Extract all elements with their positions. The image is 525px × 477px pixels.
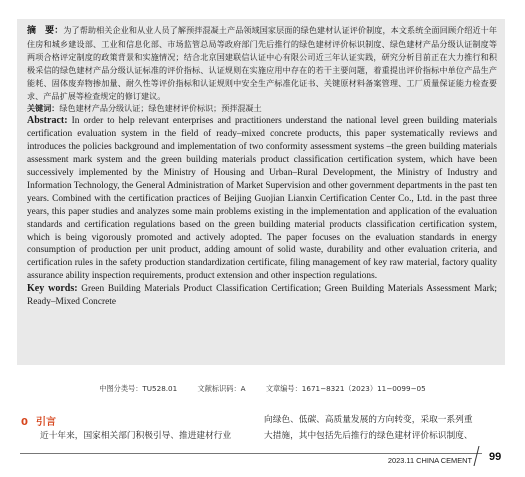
article-number: 文章编号：1671−8321（2023）11−0099−05	[265, 384, 426, 393]
abstract-en-label: Abstract:	[27, 115, 68, 127]
footer-journal: 2023.11 CHINA CEMENT	[387, 456, 472, 465]
abstract-en-text: In order to help relevant enterprises and practitioners understand the national level green building materials certification evaluation system in the field of ready–mixed concrete products, this paper systematically reviews and introduces the policies background and implementation of two conformity assessment systems –the green building materials assessment mark system and the green building materials product classification certification system, which have been successively implemented by the Ministry of Housing and Urban–Rural Development, the Ministry of Industry and Information Technology, the General Administration of Market Supervision and other government departments in the past ten years. Combined with the certification practices of Beijing Guojian Lianxin Certification Center Co., Ltd. in the past three years, this paper studies and analyzes some main problems existing in the implementation and application of the evaluation standards and certification regulations based on the green building material products classification certification system, which is being vigorously promoted and actively adopted. The paper focuses on the evaluation standards in energy consumption of production per unit product, adding amount of solid waste, durability and other evaluation criteria, and certification rules in the safety production standardization certificate, filing management of key raw material, factory quality assurance ability inspection requirements, product extension and other inspection regulations.	[27, 116, 497, 282]
right-column	[264, 412, 510, 444]
footer-rule	[20, 453, 482, 454]
classification-line	[0, 384, 525, 394]
document-code: 文献标识码：A	[197, 384, 246, 393]
abstract-cn-label: 摘 要：	[27, 26, 64, 36]
keywords-cn-text: 绿色建材产品分级认证；绿色建材评价标识；预拌混凝土	[59, 103, 262, 114]
keywords-cn-label: 关键词：	[27, 103, 60, 114]
footer-slash	[474, 446, 480, 466]
keywords-en-text: Green Building Materials Product Classification Certification; Green Building Materials Assessment Mark; Ready–Mixed Concrete	[27, 284, 497, 308]
abstract-box	[17, 19, 505, 365]
abstract-cn-text: 为了帮助相关企业和从业人员了解预拌混凝土产品领域国家层面的绿色建材认证评价制度，本文系统全面回顾介绍近十年住房和城乡建设部、工业和信息化部、市场监管总局等政府部门先后推行的绿色建材评价标识制度、绿色建材产品分级认证制度等两项合格评定制度的政策背景和实施情况；结合北京国建联信认证中心有限公司近三年认证实践，研究分析目前正在大力推行和积极采信的绿色建材产品分级认证标准的评价指标、认证规则在实施应用中存在的若干主要问题，着重提出评价指标中单位产品生产能耗、固体废弃物掺加量、耐久性等评价指标和认证规则中安全生产标准化证书、关键原材料备案管理、工厂质量保证能力检查要求、产品扩展等检查规定的修订建议。	[27, 25, 497, 101]
clc-number: 中图分类号：TU528.01	[99, 384, 178, 393]
keywords-en-label: Key words:	[27, 283, 78, 295]
intro-left-line: 近十年来，国家相关部门积极引导、推进建材行业	[40, 431, 232, 441]
section-number: 0	[21, 417, 28, 428]
abstract-en	[27, 115, 497, 283]
keywords-en	[27, 283, 497, 309]
page-number: 99	[489, 451, 502, 463]
abstract-cn	[27, 24, 497, 102]
keywords-cn	[27, 102, 497, 115]
right-line-2: 大措施，其中包括先后推行的绿色建材评价标识制度、	[264, 431, 473, 441]
section-title: 引言	[35, 417, 56, 428]
right-line-1: 向绿色、低碳、高质量发展的方向转变，采取一系列重	[264, 415, 473, 425]
section-heading	[21, 413, 56, 428]
